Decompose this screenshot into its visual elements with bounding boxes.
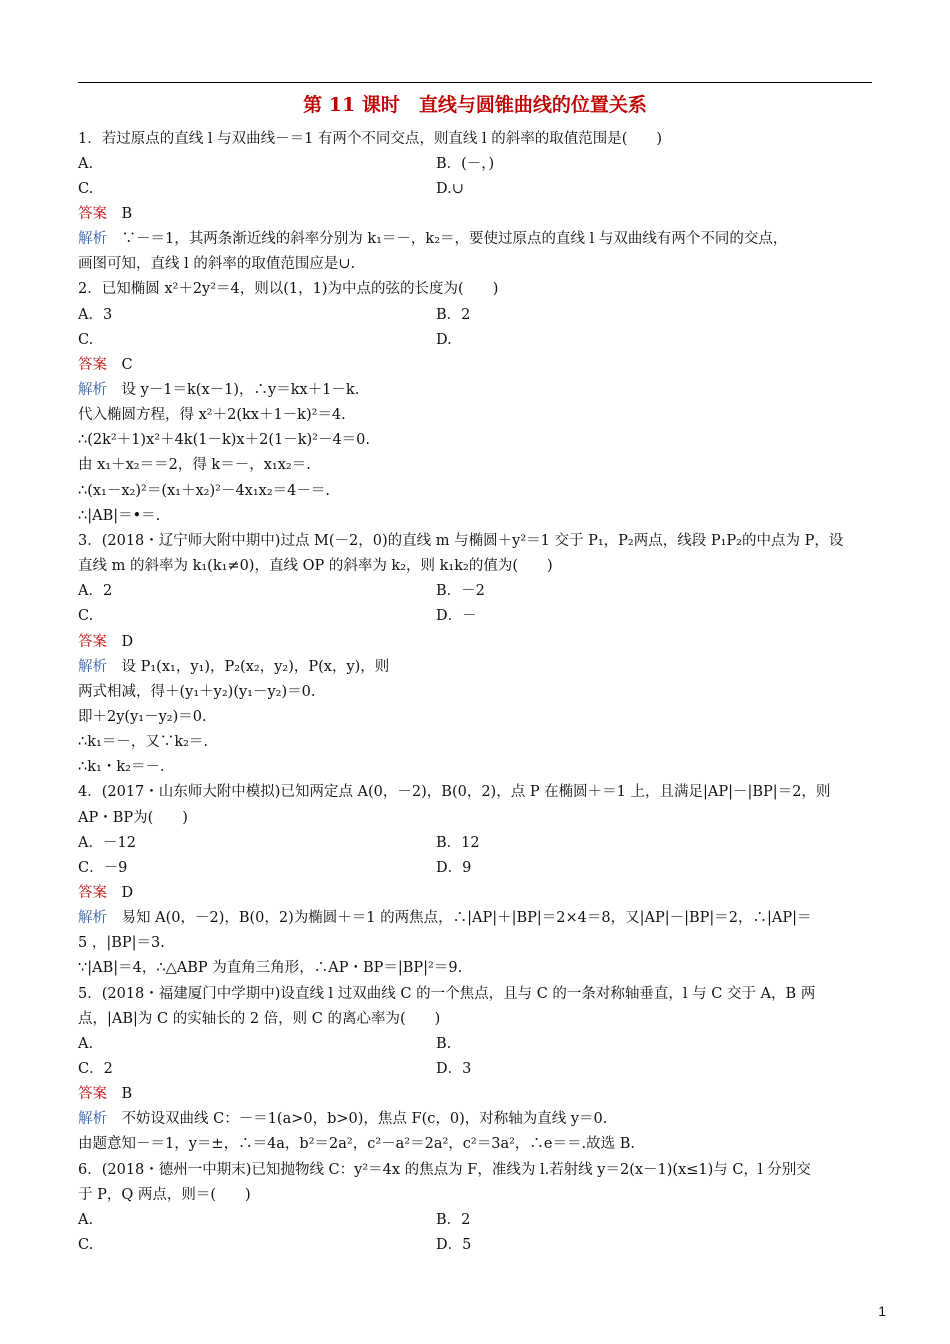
q3-answer-line	[78, 630, 133, 655]
q1-analysis-line	[78, 227, 787, 252]
q2-step-3: ∴(2k²＋1)x²＋4k(1－k)x＋2(1－k)²－4＝0.	[78, 432, 371, 448]
q2-step-4: 由 x₁＋x₂＝＝2，得 k＝－，x₁x₂＝.	[78, 457, 311, 473]
page-number: 1	[878, 1303, 886, 1319]
q4-step-2: 5 ，|BP|＝3.	[78, 935, 165, 951]
q2-option-c: C.	[78, 332, 94, 348]
q1-answer-line	[78, 202, 132, 227]
q6-stem-1: 6．(2018・德州一中期末)已知抛物线 C：y²＝4x 的焦点为 F，准线为 l.若射线 y＝2(x－1)(x≤1)与 C，l 分别交	[78, 1162, 811, 1178]
q2-option-b: B．2	[436, 307, 471, 323]
q2-answer-line	[78, 353, 133, 378]
q5-stem-1: 5．(2018・福建厦门中学期中)设直线 l 过双曲线 C 的一个焦点，且与 C 的一条对称轴垂直，l 与 C 交于 A，B 两	[78, 986, 816, 1002]
q6-stem-2: 于 P，Q 两点，则＝( )	[78, 1187, 251, 1203]
q3-option-a: A．2	[78, 583, 113, 599]
q3-step-2: 两式相减，得＋(y₁＋y₂)(y₁－y₂)＝0.	[78, 684, 316, 700]
analysis-label: 解析	[78, 382, 107, 398]
q2-step-6: ∴|AB|＝•＝.	[78, 508, 161, 524]
q1-option-d: D.∪	[436, 181, 464, 197]
q4-option-c: C．－9	[78, 860, 128, 876]
q3-option-c: C.	[78, 608, 94, 624]
q6-option-c: C.	[78, 1237, 94, 1253]
q5-step-2: 由题意知－＝1，y＝±，∴＝4a，b²＝2a²，c²－a²＝2a²，c²＝3a²，∴e＝＝.故选 B.	[78, 1136, 635, 1152]
q3-step-3: 即＋2y(y₁－y₂)＝0.	[78, 709, 207, 725]
q4-option-a: A．－12	[78, 835, 136, 851]
q2-step-2: 代入椭圆方程，得 x²＋2(kx＋1－k)²＝4.	[78, 407, 346, 423]
q4-step-3: ∵|AB|＝4，∴△ABP 为直角三角形，∴AP・BP＝|BP|²＝9.	[78, 960, 463, 976]
q4-answer: D	[121, 885, 134, 901]
q3-option-d: D．－	[436, 608, 477, 624]
q4-stem-2: AP・BP为( )	[78, 810, 188, 826]
q5-option-c: C．2	[78, 1061, 113, 1077]
q2-stem: 2．已知椭圆 x²＋2y²＝4，则以(1，1)为中点的弦的长度为( )	[78, 281, 499, 297]
analysis-label: 解析	[78, 1111, 107, 1127]
analysis-label: 解析	[78, 910, 107, 926]
q2-step-5: ∴(x₁－x₂)²＝(x₁＋x₂)²－4x₁x₂＝4－＝.	[78, 483, 330, 499]
page-title: 第 11 课时 直线与圆锥曲线的位置关系	[303, 94, 647, 116]
answer-label: 答案	[78, 885, 107, 901]
q2-option-a: A．3	[78, 307, 113, 323]
answer-label: 答案	[78, 206, 107, 222]
q5-analysis: 不妨设双曲线 C：－＝1(a>0，b>0)，焦点 F(c，0)，对称轴为直线 y＝0.	[121, 1111, 608, 1127]
q3-step-4: ∴k₁＝－，又∵k₂＝.	[78, 734, 209, 750]
q2-analysis-line	[78, 378, 359, 403]
answer-label: 答案	[78, 357, 107, 373]
q2-analysis: 设 y－1＝k(x－1)，∴y＝kx＋1－k.	[121, 382, 360, 398]
q3-stem-2: 直线 m 的斜率为 k₁(k₁≠0)，直线 OP 的斜率为 k₂，则 k₁k₂的值为( )	[78, 558, 553, 574]
q4-option-d: D．9	[436, 860, 472, 876]
q1-answer: B	[121, 206, 133, 222]
q5-option-a: A.	[78, 1036, 94, 1052]
q6-option-b: B．2	[436, 1212, 471, 1228]
analysis-label: 解析	[78, 231, 107, 247]
q4-answer-line	[78, 881, 133, 906]
q5-stem-2: 点，|AB|为 C 的实轴长的 2 倍，则 C 的离心率为( )	[78, 1011, 441, 1027]
q1-stem: 1．若过原点的直线 l 与双曲线－＝1 有两个不同交点，则直线 l 的斜率的取值范围是( )	[78, 131, 663, 147]
q1-analysis-2: 画图可知，直线 l 的斜率的取值范围应是∪.	[78, 256, 356, 272]
q4-analysis: 易知 A(0，－2)，B(0，2)为椭圆＋＝1 的两焦点，∴|AP|＋|BP|＝2×4＝8，又|AP|－|BP|＝2，∴|AP|＝	[121, 910, 812, 926]
q4-option-b: B．12	[436, 835, 480, 851]
q1-option-a: A.	[78, 156, 94, 172]
q4-stem-1: 4．(2017・山东师大附中模拟)已知两定点 A(0，－2)，B(0，2)，点 P 在椭圆＋＝1 上，且满足|AP|－|BP|＝2，则	[78, 784, 831, 800]
q3-answer: D	[121, 634, 134, 650]
q6-option-a: A.	[78, 1212, 94, 1228]
q3-analysis-line	[78, 655, 389, 680]
q1-option-b: B．(－，)	[436, 156, 495, 172]
q4-analysis-line	[78, 906, 812, 931]
q1-option-c: C.	[78, 181, 94, 197]
q1-analysis: ∵－＝1，其两条渐近线的斜率分别为 k₁＝－，k₂＝，要使过原点的直线 l 与双曲线有两个不同的交点，	[121, 231, 788, 247]
q3-option-b: B．－2	[436, 583, 485, 599]
q3-step-5: ∴k₁・k₂＝－.	[78, 759, 165, 775]
q5-answer-line	[78, 1082, 132, 1107]
q2-answer: C	[121, 357, 133, 373]
q2-option-d: D.	[436, 332, 452, 348]
q5-option-d: D．3	[436, 1061, 472, 1077]
analysis-label: 解析	[78, 659, 107, 675]
q5-answer: B	[121, 1086, 133, 1102]
q3-stem-1: 3．(2018・辽宁师大附中期中)过点 M(－2，0)的直线 m 与椭圆＋y²＝1 交于 P₁，P₂两点，线段 P₁P₂的中点为 P，设	[78, 533, 844, 549]
answer-label: 答案	[78, 1086, 107, 1102]
answer-label: 答案	[78, 634, 107, 650]
q6-option-d: D．5	[436, 1237, 472, 1253]
q3-analysis: 设 P₁(x₁，y₁)，P₂(x₂，y₂)，P(x，y)，则	[121, 659, 390, 675]
header-rule	[78, 82, 872, 83]
q5-analysis-line	[78, 1107, 607, 1132]
q5-option-b: B.	[436, 1036, 452, 1052]
